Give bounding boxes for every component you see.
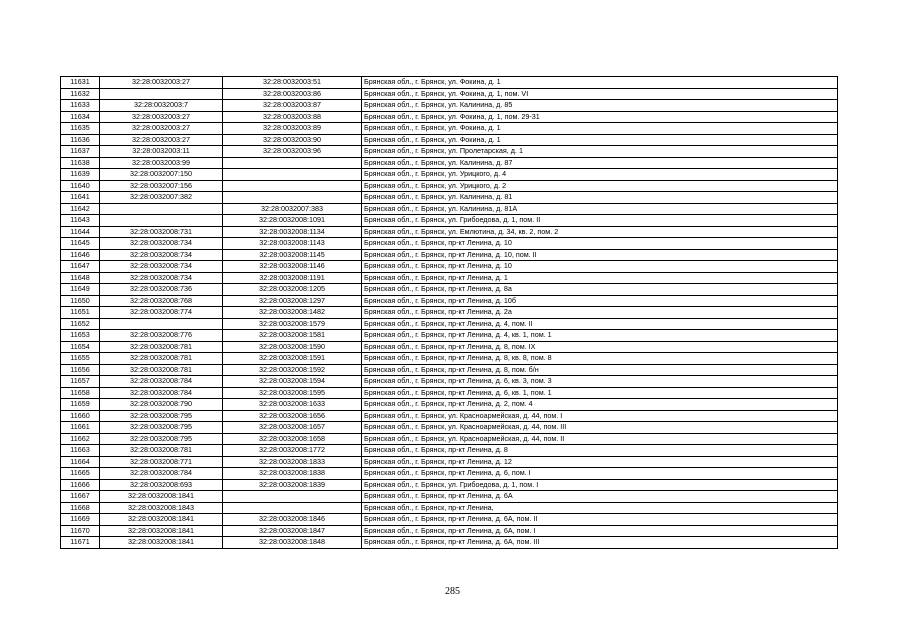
row-number-cell: 11642 bbox=[61, 203, 100, 215]
object-cadastral-number-cell: 32:28:0032007:383 bbox=[223, 203, 362, 215]
row-number-cell: 11667 bbox=[61, 491, 100, 503]
row-number-cell: 11652 bbox=[61, 318, 100, 330]
object-cadastral-number-cell: 32:28:0032008:1847 bbox=[223, 525, 362, 537]
land-cadastral-number-cell: 32:28:0032008:693 bbox=[100, 479, 223, 491]
land-cadastral-number-cell: 32:28:0032008:784 bbox=[100, 468, 223, 480]
table-row bbox=[61, 479, 838, 491]
address-cell: Брянская обл., г. Брянск, ул. Фокина, д. 1 bbox=[362, 134, 838, 146]
row-number-cell: 11645 bbox=[61, 238, 100, 250]
row-number-cell: 11670 bbox=[61, 525, 100, 537]
address-cell: Брянская обл., г. Брянск, ул. Урицкого, д. 4 bbox=[362, 169, 838, 181]
table-row bbox=[61, 491, 838, 503]
row-number-cell: 11632 bbox=[61, 88, 100, 100]
address-cell: Брянская обл., г. Брянск, ул. Калинина, д. 85 bbox=[362, 100, 838, 112]
row-number-cell: 11633 bbox=[61, 100, 100, 112]
land-cadastral-number-cell: 32:28:0032008:795 bbox=[100, 433, 223, 445]
land-cadastral-number-cell: 32:28:0032008:1841 bbox=[100, 491, 223, 503]
land-cadastral-number-cell: 32:28:0032008:1841 bbox=[100, 525, 223, 537]
object-cadastral-number-cell: 32:28:0032008:1658 bbox=[223, 433, 362, 445]
address-cell: Брянская обл., г. Брянск, пр-кт Ленина, д. 8, пом. б/н bbox=[362, 364, 838, 376]
object-cadastral-number-cell: 32:28:0032008:1657 bbox=[223, 422, 362, 434]
address-cell: Брянская обл., г. Брянск, пр-кт Ленина, д. 2, пом. 4 bbox=[362, 399, 838, 411]
table-row bbox=[61, 203, 838, 215]
land-cadastral-number-cell: 32:28:0032008:774 bbox=[100, 307, 223, 319]
object-cadastral-number-cell: 32:28:0032008:1839 bbox=[223, 479, 362, 491]
address-cell: Брянская обл., г. Брянск, пр-кт Ленина, д. 2а bbox=[362, 307, 838, 319]
land-cadastral-number-cell: 32:28:0032008:1841 bbox=[100, 537, 223, 549]
object-cadastral-number-cell bbox=[223, 180, 362, 192]
object-cadastral-number-cell: 32:28:0032003:89 bbox=[223, 123, 362, 135]
address-cell: Брянская обл., г. Брянск, ул. Урицкого, д. 2 bbox=[362, 180, 838, 192]
land-cadastral-number-cell: 32:28:0032008:781 bbox=[100, 364, 223, 376]
row-number-cell: 11651 bbox=[61, 307, 100, 319]
address-cell: Брянская обл., г. Брянск, пр-кт Ленина, д. 10, пом. II bbox=[362, 249, 838, 261]
land-cadastral-number-cell: 32:28:0032003:27 bbox=[100, 111, 223, 123]
land-cadastral-number-cell bbox=[100, 215, 223, 227]
table-row bbox=[61, 261, 838, 273]
row-number-cell: 11653 bbox=[61, 330, 100, 342]
row-number-cell: 11658 bbox=[61, 387, 100, 399]
land-cadastral-number-cell: 32:28:0032008:790 bbox=[100, 399, 223, 411]
land-cadastral-number-cell: 32:28:0032008:734 bbox=[100, 272, 223, 284]
land-cadastral-number-cell: 32:28:0032008:781 bbox=[100, 353, 223, 365]
table-row bbox=[61, 399, 838, 411]
address-cell: Брянская обл., г. Брянск, пр-кт Ленина, д. 6, пом. I bbox=[362, 468, 838, 480]
table-row bbox=[61, 514, 838, 526]
row-number-cell: 11659 bbox=[61, 399, 100, 411]
row-number-cell: 11671 bbox=[61, 537, 100, 549]
address-cell: Брянская обл., г. Брянск, пр-кт Ленина, д. 12 bbox=[362, 456, 838, 468]
registry-table bbox=[60, 76, 838, 549]
address-cell: Брянская обл., г. Брянск, ул. Красноармейская, д. 44, пом. I bbox=[362, 410, 838, 422]
land-cadastral-number-cell: 32:28:0032008:771 bbox=[100, 456, 223, 468]
address-cell: Брянская обл., г. Брянск, ул. Грибоедова, д. 1, пом. II bbox=[362, 215, 838, 227]
land-cadastral-number-cell bbox=[100, 88, 223, 100]
object-cadastral-number-cell: 32:28:0032008:1297 bbox=[223, 295, 362, 307]
address-cell: Брянская обл., г. Брянск, пр-кт Ленина, д. 4, пом. II bbox=[362, 318, 838, 330]
object-cadastral-number-cell bbox=[223, 502, 362, 514]
table-row bbox=[61, 353, 838, 365]
table-row bbox=[61, 364, 838, 376]
land-cadastral-number-cell: 32:28:0032008:781 bbox=[100, 341, 223, 353]
address-cell: Брянская обл., г. Брянск, ул. Красноармейская, д. 44, пом. II bbox=[362, 433, 838, 445]
table-row bbox=[61, 410, 838, 422]
row-number-cell: 11647 bbox=[61, 261, 100, 273]
object-cadastral-number-cell: 32:28:0032003:86 bbox=[223, 88, 362, 100]
land-cadastral-number-cell: 32:28:0032008:731 bbox=[100, 226, 223, 238]
object-cadastral-number-cell: 32:28:0032008:1146 bbox=[223, 261, 362, 273]
row-number-cell: 11657 bbox=[61, 376, 100, 388]
object-cadastral-number-cell: 32:28:0032003:87 bbox=[223, 100, 362, 112]
address-cell: Брянская обл., г. Брянск, ул. Фокина, д. 1 bbox=[362, 123, 838, 135]
table-row bbox=[61, 468, 838, 480]
object-cadastral-number-cell: 32:28:0032008:1656 bbox=[223, 410, 362, 422]
registry-table-body bbox=[61, 77, 838, 549]
table-row bbox=[61, 169, 838, 181]
address-cell: Брянская обл., г. Брянск, пр-кт Ленина, д. 6, кв. 3, пом. 3 bbox=[362, 376, 838, 388]
row-number-cell: 11664 bbox=[61, 456, 100, 468]
row-number-cell: 11640 bbox=[61, 180, 100, 192]
object-cadastral-number-cell: 32:28:0032008:1594 bbox=[223, 376, 362, 388]
object-cadastral-number-cell: 32:28:0032008:1846 bbox=[223, 514, 362, 526]
object-cadastral-number-cell bbox=[223, 491, 362, 503]
land-cadastral-number-cell: 32:28:0032008:795 bbox=[100, 422, 223, 434]
address-cell: Брянская обл., г. Брянск, пр-кт Ленина, д. 1 bbox=[362, 272, 838, 284]
address-cell: Брянская обл., г. Брянск, пр-кт Ленина, д. 6А, пом. I bbox=[362, 525, 838, 537]
table-row bbox=[61, 226, 838, 238]
object-cadastral-number-cell: 32:28:0032008:1581 bbox=[223, 330, 362, 342]
table-row bbox=[61, 238, 838, 250]
row-number-cell: 11656 bbox=[61, 364, 100, 376]
row-number-cell: 11637 bbox=[61, 146, 100, 158]
object-cadastral-number-cell: 32:28:0032003:96 bbox=[223, 146, 362, 158]
land-cadastral-number-cell: 32:28:0032008:736 bbox=[100, 284, 223, 296]
table-row bbox=[61, 330, 838, 342]
object-cadastral-number-cell: 32:28:0032008:1134 bbox=[223, 226, 362, 238]
land-cadastral-number-cell: 32:28:0032003:27 bbox=[100, 123, 223, 135]
land-cadastral-number-cell: 32:28:0032008:1841 bbox=[100, 514, 223, 526]
land-cadastral-number-cell: 32:28:0032008:768 bbox=[100, 295, 223, 307]
object-cadastral-number-cell: 32:28:0032008:1592 bbox=[223, 364, 362, 376]
row-number-cell: 11631 bbox=[61, 77, 100, 89]
address-cell: Брянская обл., г. Брянск, ул. Фокина, д. 1, пом. 29-31 bbox=[362, 111, 838, 123]
object-cadastral-number-cell: 32:28:0032003:51 bbox=[223, 77, 362, 89]
row-number-cell: 11660 bbox=[61, 410, 100, 422]
address-cell: Брянская обл., г. Брянск, ул. Калинина, д. 81 bbox=[362, 192, 838, 204]
table-row bbox=[61, 307, 838, 319]
object-cadastral-number-cell: 32:28:0032008:1205 bbox=[223, 284, 362, 296]
table-row bbox=[61, 318, 838, 330]
land-cadastral-number-cell: 32:28:0032003:27 bbox=[100, 77, 223, 89]
address-cell: Брянская обл., г. Брянск, ул. Емлютина, д. 34, кв. 2, пом. 2 bbox=[362, 226, 838, 238]
object-cadastral-number-cell: 32:28:0032008:1833 bbox=[223, 456, 362, 468]
land-cadastral-number-cell: 32:28:0032008:784 bbox=[100, 387, 223, 399]
object-cadastral-number-cell: 32:28:0032008:1838 bbox=[223, 468, 362, 480]
table-row bbox=[61, 456, 838, 468]
row-number-cell: 11646 bbox=[61, 249, 100, 261]
table-row bbox=[61, 192, 838, 204]
table-row bbox=[61, 146, 838, 158]
object-cadastral-number-cell: 32:28:0032008:1633 bbox=[223, 399, 362, 411]
land-cadastral-number-cell: 32:28:0032008:795 bbox=[100, 410, 223, 422]
table-row bbox=[61, 215, 838, 227]
object-cadastral-number-cell bbox=[223, 169, 362, 181]
object-cadastral-number-cell: 32:28:0032008:1595 bbox=[223, 387, 362, 399]
table-row bbox=[61, 422, 838, 434]
land-cadastral-number-cell: 32:28:0032003:11 bbox=[100, 146, 223, 158]
address-cell: Брянская обл., г. Брянск, ул. Пролетарская, д. 1 bbox=[362, 146, 838, 158]
table-row bbox=[61, 88, 838, 100]
table-row bbox=[61, 157, 838, 169]
object-cadastral-number-cell: 32:28:0032003:90 bbox=[223, 134, 362, 146]
land-cadastral-number-cell: 32:28:0032008:1843 bbox=[100, 502, 223, 514]
object-cadastral-number-cell: 32:28:0032008:1591 bbox=[223, 353, 362, 365]
object-cadastral-number-cell: 32:28:0032003:88 bbox=[223, 111, 362, 123]
land-cadastral-number-cell bbox=[100, 203, 223, 215]
table-row bbox=[61, 502, 838, 514]
row-number-cell: 11643 bbox=[61, 215, 100, 227]
row-number-cell: 11635 bbox=[61, 123, 100, 135]
land-cadastral-number-cell: 32:28:0032008:784 bbox=[100, 376, 223, 388]
address-cell: Брянская обл., г. Брянск, пр-кт Ленина, д. 10 bbox=[362, 261, 838, 273]
table-row bbox=[61, 134, 838, 146]
land-cadastral-number-cell: 32:28:0032008:781 bbox=[100, 445, 223, 457]
object-cadastral-number-cell: 32:28:0032008:1579 bbox=[223, 318, 362, 330]
address-cell: Брянская обл., г. Брянск, пр-кт Ленина, д. 6, кв. 1, пом. 1 bbox=[362, 387, 838, 399]
address-cell: Брянская обл., г. Брянск, пр-кт Ленина, д. 8, пом. IX bbox=[362, 341, 838, 353]
land-cadastral-number-cell: 32:28:0032007:150 bbox=[100, 169, 223, 181]
table-row bbox=[61, 284, 838, 296]
address-cell: Брянская обл., г. Брянск, пр-кт Ленина, д. 6А bbox=[362, 491, 838, 503]
table-row bbox=[61, 77, 838, 89]
table-row bbox=[61, 249, 838, 261]
land-cadastral-number-cell: 32:28:0032007:156 bbox=[100, 180, 223, 192]
address-cell: Брянская обл., г. Брянск, ул. Калинина, д. 81А bbox=[362, 203, 838, 215]
row-number-cell: 11650 bbox=[61, 295, 100, 307]
object-cadastral-number-cell: 32:28:0032008:1191 bbox=[223, 272, 362, 284]
land-cadastral-number-cell: 32:28:0032008:734 bbox=[100, 238, 223, 250]
address-cell: Брянская обл., г. Брянск, пр-кт Ленина, д. 10 bbox=[362, 238, 838, 250]
object-cadastral-number-cell: 32:28:0032008:1482 bbox=[223, 307, 362, 319]
row-number-cell: 11661 bbox=[61, 422, 100, 434]
table-row bbox=[61, 295, 838, 307]
row-number-cell: 11655 bbox=[61, 353, 100, 365]
object-cadastral-number-cell: 32:28:0032008:1772 bbox=[223, 445, 362, 457]
table-row bbox=[61, 376, 838, 388]
land-cadastral-number-cell: 32:28:0032008:776 bbox=[100, 330, 223, 342]
row-number-cell: 11638 bbox=[61, 157, 100, 169]
address-cell: Брянская обл., г. Брянск, пр-кт Ленина, д. 8, кв. 8, пом. 8 bbox=[362, 353, 838, 365]
object-cadastral-number-cell: 32:28:0032008:1848 bbox=[223, 537, 362, 549]
page-number: 285 bbox=[445, 586, 460, 597]
object-cadastral-number-cell: 32:28:0032008:1143 bbox=[223, 238, 362, 250]
row-number-cell: 11663 bbox=[61, 445, 100, 457]
row-number-cell: 11644 bbox=[61, 226, 100, 238]
object-cadastral-number-cell: 32:28:0032008:1145 bbox=[223, 249, 362, 261]
address-cell: Брянская обл., г. Брянск, пр-кт Ленина, д. 6А, пом. III bbox=[362, 537, 838, 549]
table-row bbox=[61, 387, 838, 399]
object-cadastral-number-cell bbox=[223, 192, 362, 204]
row-number-cell: 11668 bbox=[61, 502, 100, 514]
address-cell: Брянская обл., г. Брянск, пр-кт Ленина, bbox=[362, 502, 838, 514]
table-row bbox=[61, 100, 838, 112]
address-cell: Брянская обл., г. Брянск, ул. Фокина, д. 1, пом. VI bbox=[362, 88, 838, 100]
address-cell: Брянская обл., г. Брянск, ул. Красноармейская, д. 44, пом. III bbox=[362, 422, 838, 434]
land-cadastral-number-cell: 32:28:0032007:382 bbox=[100, 192, 223, 204]
row-number-cell: 11649 bbox=[61, 284, 100, 296]
land-cadastral-number-cell: 32:28:0032003:7 bbox=[100, 100, 223, 112]
table-row bbox=[61, 123, 838, 135]
table-row bbox=[61, 341, 838, 353]
table-row bbox=[61, 272, 838, 284]
row-number-cell: 11666 bbox=[61, 479, 100, 491]
table-row bbox=[61, 445, 838, 457]
object-cadastral-number-cell bbox=[223, 157, 362, 169]
land-cadastral-number-cell: 32:28:0032008:734 bbox=[100, 261, 223, 273]
table-row bbox=[61, 180, 838, 192]
address-cell: Брянская обл., г. Брянск, ул. Фокина, д. 1 bbox=[362, 77, 838, 89]
table-row bbox=[61, 433, 838, 445]
row-number-cell: 11641 bbox=[61, 192, 100, 204]
object-cadastral-number-cell: 32:28:0032008:1091 bbox=[223, 215, 362, 227]
address-cell: Брянская обл., г. Брянск, пр-кт Ленина, д. 8 bbox=[362, 445, 838, 457]
row-number-cell: 11669 bbox=[61, 514, 100, 526]
row-number-cell: 11662 bbox=[61, 433, 100, 445]
land-cadastral-number-cell: 32:28:0032008:734 bbox=[100, 249, 223, 261]
row-number-cell: 11636 bbox=[61, 134, 100, 146]
address-cell: Брянская обл., г. Брянск, пр-кт Ленина, д. 6А, пом. II bbox=[362, 514, 838, 526]
table-row bbox=[61, 537, 838, 549]
address-cell: Брянская обл., г. Брянск, пр-кт Ленина, д. 4, кв. 1, пом. 1 bbox=[362, 330, 838, 342]
land-cadastral-number-cell bbox=[100, 318, 223, 330]
land-cadastral-number-cell: 32:28:0032003:99 bbox=[100, 157, 223, 169]
row-number-cell: 11648 bbox=[61, 272, 100, 284]
row-number-cell: 11654 bbox=[61, 341, 100, 353]
table-row bbox=[61, 111, 838, 123]
object-cadastral-number-cell: 32:28:0032008:1590 bbox=[223, 341, 362, 353]
address-cell: Брянская обл., г. Брянск, пр-кт Ленина, д. 10б bbox=[362, 295, 838, 307]
table-row bbox=[61, 525, 838, 537]
address-cell: Брянская обл., г. Брянск, ул. Грибоедова, д. 1, пом. I bbox=[362, 479, 838, 491]
row-number-cell: 11639 bbox=[61, 169, 100, 181]
row-number-cell: 11665 bbox=[61, 468, 100, 480]
row-number-cell: 11634 bbox=[61, 111, 100, 123]
address-cell: Брянская обл., г. Брянск, пр-кт Ленина, д. 8а bbox=[362, 284, 838, 296]
address-cell: Брянская обл., г. Брянск, ул. Калинина, д. 87 bbox=[362, 157, 838, 169]
land-cadastral-number-cell: 32:28:0032003:27 bbox=[100, 134, 223, 146]
